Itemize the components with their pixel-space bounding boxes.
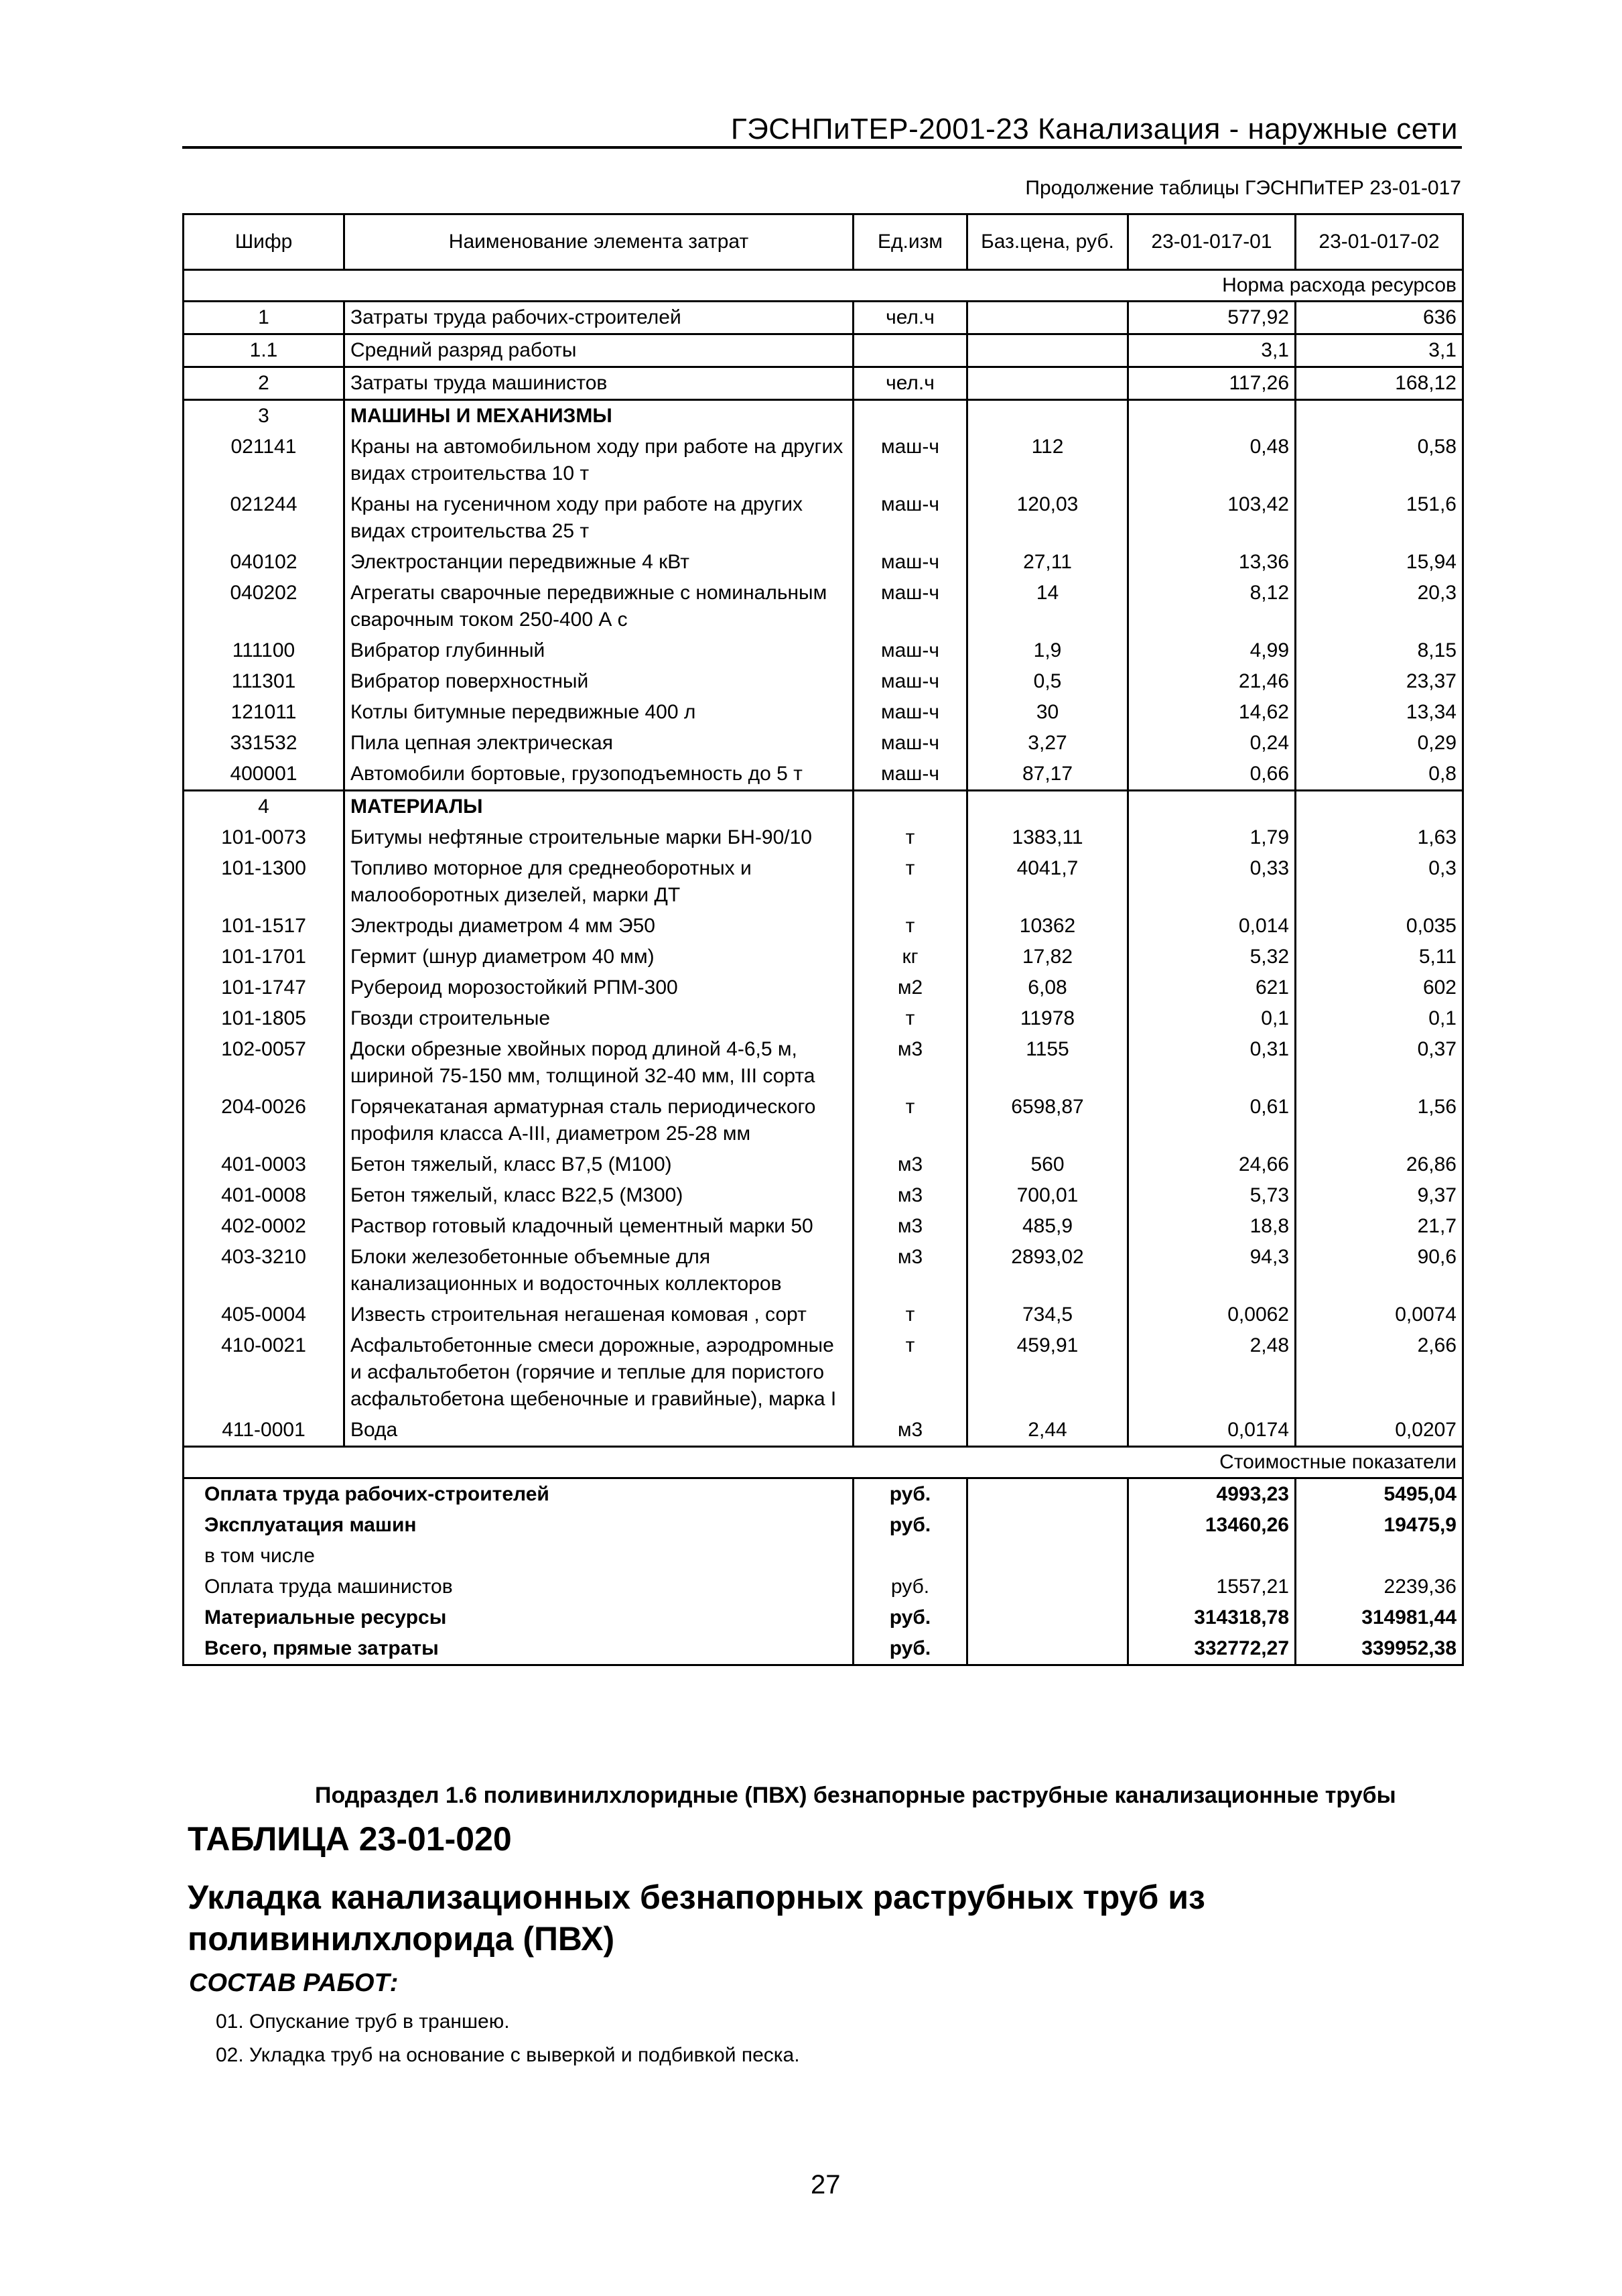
cell-name: Блоки железобетонные объемные для канализационных и водосточных коллекторов	[344, 1242, 854, 1299]
cell-name: Краны на гусеничном ходу при работе на других видах строительства 25 т	[344, 489, 854, 547]
machine-row	[184, 666, 1463, 697]
cell-price: 700,01	[967, 1180, 1128, 1211]
cell-code: 402-0002	[184, 1211, 344, 1242]
summary-v1	[1128, 1541, 1296, 1572]
cell-v1: 0,1	[1128, 1003, 1296, 1034]
summary-unit: руб.	[854, 1510, 967, 1541]
cell-v2: 0,8	[1296, 759, 1463, 791]
cell-name: Агрегаты сварочные передвижные с номинальным сварочным током 250-400 А с	[344, 578, 854, 635]
cell-name: Горячекатаная арматурная сталь периодического профиля класса А-III, диаметром 25-28 мм	[344, 1092, 854, 1149]
labor-row	[184, 367, 1463, 400]
summary-v2: 314981,44	[1296, 1602, 1463, 1633]
cell-v1: 8,12	[1128, 578, 1296, 635]
summary-v2: 5495,04	[1296, 1478, 1463, 1511]
table-description: Укладка канализационных безнапорных раструбных труб из поливинилхлорида (ПВХ)	[188, 1878, 1205, 1958]
cell-code: 1	[184, 302, 344, 334]
cell-v1: 1,79	[1128, 822, 1296, 853]
summary-name: Оплата труда машинистов	[184, 1572, 854, 1602]
works-item: 02. Укладка труб на основание с выверкой и подбивкой песка.	[216, 2044, 800, 2066]
cell-v1: 4,99	[1128, 635, 1296, 666]
cell-name: Краны на автомобильном ходу при работе на других видах строительства 10 т	[344, 432, 854, 489]
summary-unit	[854, 1541, 967, 1572]
cell-price: 560	[967, 1149, 1128, 1180]
cell-v2: 1,56	[1296, 1092, 1463, 1149]
cell-name: Средний разряд работы	[344, 334, 854, 367]
summary-name: в том числе	[184, 1541, 854, 1572]
cell-code: 121011	[184, 697, 344, 728]
cell-price	[967, 334, 1128, 367]
cell-name: Доски обрезные хвойных пород длиной 4-6,5 м, шириной 75-150 мм, толщиной 32-40 мм, III сорта	[344, 1034, 854, 1092]
col-header-v1: 23-01-017-01	[1128, 214, 1296, 270]
cell-v2: 0,37	[1296, 1034, 1463, 1092]
material-row	[184, 853, 1463, 911]
page-number: 27	[811, 2170, 841, 2199]
cell-unit: маш-ч	[854, 635, 967, 666]
table-body	[184, 270, 1463, 1665]
cell-v2: 21,7	[1296, 1211, 1463, 1242]
material-row	[184, 942, 1463, 972]
cell-code: 410-0021	[184, 1330, 344, 1415]
cell-price: 485,9	[967, 1211, 1128, 1242]
cell-unit: маш-ч	[854, 759, 967, 791]
cell-v2: 2,66	[1296, 1330, 1463, 1415]
machine-row	[184, 728, 1463, 759]
cell-unit: маш-ч	[854, 432, 967, 489]
material-row	[184, 1242, 1463, 1299]
cell-v1: 103,42	[1128, 489, 1296, 547]
material-row	[184, 1003, 1463, 1034]
cell-empty	[967, 791, 1128, 823]
cell-name: Вода	[344, 1415, 854, 1447]
cost-header: Стоимостные показатели	[184, 1447, 1463, 1478]
cell-empty	[1128, 791, 1296, 823]
summary-name: Всего, прямые затраты	[184, 1633, 854, 1665]
cell-empty	[967, 1541, 1128, 1572]
cell-unit: т	[854, 1092, 967, 1149]
material-row	[184, 1034, 1463, 1092]
cell-code: 101-1300	[184, 853, 344, 911]
cell-unit: чел.ч	[854, 302, 967, 334]
cell-empty	[1296, 400, 1463, 432]
cell-v1: 2,48	[1128, 1330, 1296, 1415]
cell-empty	[967, 1633, 1128, 1665]
cell-unit: маш-ч	[854, 728, 967, 759]
cell-code: 102-0057	[184, 1034, 344, 1092]
summary-row	[184, 1478, 1463, 1511]
cell-name: Топливо моторное для среднеоборотных и малооборотных дизелей, марки ДТ	[344, 853, 854, 911]
machine-row	[184, 759, 1463, 791]
cell-v1: 5,32	[1128, 942, 1296, 972]
col-header-v2: 23-01-017-02	[1296, 214, 1463, 270]
cell-unit: т	[854, 853, 967, 911]
material-row	[184, 911, 1463, 942]
cell-name: Бетон тяжелый, класс В7,5 (М100)	[344, 1149, 854, 1180]
cell-v2: 5,11	[1296, 942, 1463, 972]
cell-v2: 0,0074	[1296, 1299, 1463, 1330]
cell-unit: маш-ч	[854, 547, 967, 578]
material-row	[184, 1299, 1463, 1330]
cell-unit: м3	[854, 1242, 967, 1299]
cell-code: 401-0003	[184, 1149, 344, 1180]
cell-empty	[854, 791, 967, 823]
document-header-title: ГЭСНПиТЕР-2001-23 Канализация - наружные сети	[730, 113, 1458, 145]
cell-unit: м3	[854, 1415, 967, 1447]
cell-v2: 0,0207	[1296, 1415, 1463, 1447]
cell-code: 3	[184, 400, 344, 432]
cell-v2: 0,29	[1296, 728, 1463, 759]
section-row-machines	[184, 400, 1463, 432]
cell-code: 040202	[184, 578, 344, 635]
summary-unit: руб.	[854, 1602, 967, 1633]
cell-unit: т	[854, 1003, 967, 1034]
cell-price: 0,5	[967, 666, 1128, 697]
cell-name: Электроды диаметром 4 мм Э50	[344, 911, 854, 942]
cell-price	[967, 302, 1128, 334]
summary-v1: 13460,26	[1128, 1510, 1296, 1541]
cell-v1: 0,014	[1128, 911, 1296, 942]
cell-price: 1155	[967, 1034, 1128, 1092]
summary-unit: руб.	[854, 1633, 967, 1665]
cell-v2: 3,1	[1296, 334, 1463, 367]
cell-code: 403-3210	[184, 1242, 344, 1299]
material-row	[184, 822, 1463, 853]
cell-v2: 26,86	[1296, 1149, 1463, 1180]
material-row	[184, 1180, 1463, 1211]
material-row	[184, 972, 1463, 1003]
cell-unit: маш-ч	[854, 578, 967, 635]
cell-code: 101-1701	[184, 942, 344, 972]
cell-price: 87,17	[967, 759, 1128, 791]
cell-code: 331532	[184, 728, 344, 759]
labor-row	[184, 302, 1463, 334]
cell-v1: 0,33	[1128, 853, 1296, 911]
works-list	[216, 2005, 800, 2072]
machine-row	[184, 489, 1463, 547]
table-title: ТАБЛИЦА 23-01-020	[188, 1820, 512, 1858]
cell-unit: т	[854, 1330, 967, 1415]
cell-v1: 0,0062	[1128, 1299, 1296, 1330]
cell-code: 101-1805	[184, 1003, 344, 1034]
cell-name: Вибратор глубинный	[344, 635, 854, 666]
summary-v2	[1296, 1541, 1463, 1572]
cell-empty	[967, 1602, 1128, 1633]
cell-code: 4	[184, 791, 344, 823]
summary-v2: 19475,9	[1296, 1510, 1463, 1541]
cell-v1: 21,46	[1128, 666, 1296, 697]
summary-v1: 332772,27	[1128, 1633, 1296, 1665]
cell-v2: 23,37	[1296, 666, 1463, 697]
cell-unit: м3	[854, 1149, 967, 1180]
material-row	[184, 1415, 1463, 1447]
cell-price: 2893,02	[967, 1242, 1128, 1299]
cell-code: 101-0073	[184, 822, 344, 853]
cell-name: Раствор готовый кладочный цементный марки 50	[344, 1211, 854, 1242]
summary-row	[184, 1633, 1463, 1665]
cell-unit: м3	[854, 1180, 967, 1211]
cell-v2: 0,58	[1296, 432, 1463, 489]
cell-code: 411-0001	[184, 1415, 344, 1447]
material-row	[184, 1149, 1463, 1180]
summary-row	[184, 1541, 1463, 1572]
cell-name: Котлы битумные передвижные 400 л	[344, 697, 854, 728]
cell-v1: 24,66	[1128, 1149, 1296, 1180]
machine-row	[184, 547, 1463, 578]
summary-row	[184, 1572, 1463, 1602]
cell-v1: 0,24	[1128, 728, 1296, 759]
cell-unit: м3	[854, 1211, 967, 1242]
summary-v1: 4993,23	[1128, 1478, 1296, 1511]
cell-v1: 18,8	[1128, 1211, 1296, 1242]
machine-row	[184, 697, 1463, 728]
cell-empty	[967, 1572, 1128, 1602]
summary-v2: 2239,36	[1296, 1572, 1463, 1602]
cell-v2: 151,6	[1296, 489, 1463, 547]
cell-code: 401-0008	[184, 1180, 344, 1211]
cell-price: 14	[967, 578, 1128, 635]
cell-name: Рубероид морозостойкий РПМ-300	[344, 972, 854, 1003]
cell-v2: 20,3	[1296, 578, 1463, 635]
cell-v1: 0,61	[1128, 1092, 1296, 1149]
summary-row	[184, 1602, 1463, 1633]
cell-code: 204-0026	[184, 1092, 344, 1149]
cell-v2: 0,1	[1296, 1003, 1463, 1034]
machine-row	[184, 578, 1463, 635]
cell-v1: 0,0174	[1128, 1415, 1296, 1447]
cell-unit: т	[854, 822, 967, 853]
cell-v1: 117,26	[1128, 367, 1296, 400]
section-row-materials	[184, 791, 1463, 823]
cell-price: 1,9	[967, 635, 1128, 666]
cell-name: Асфальтобетонные смеси дорожные, аэродромные и асфальтобетон (горячие и теплые для пористого асфальтобетона щебеночные и гравийные), марка I	[344, 1330, 854, 1415]
cell-v1: 94,3	[1128, 1242, 1296, 1299]
cell-empty	[967, 400, 1128, 432]
cell-code: 2	[184, 367, 344, 400]
cell-unit: т	[854, 1299, 967, 1330]
cell-unit: т	[854, 911, 967, 942]
cell-name: Известь строительная негашеная комовая , сорт	[344, 1299, 854, 1330]
summary-v1: 314318,78	[1128, 1602, 1296, 1633]
summary-name: Оплата труда рабочих-строителей	[184, 1478, 854, 1511]
cell-empty	[854, 400, 967, 432]
cell-price: 30	[967, 697, 1128, 728]
cell-code: 405-0004	[184, 1299, 344, 1330]
subsection-title: Подраздел 1.6 поливинилхлоридные (ПВХ) безнапорные раструбные канализационные трубы	[315, 1783, 1396, 1808]
cell-code: 021141	[184, 432, 344, 489]
cell-price: 6,08	[967, 972, 1128, 1003]
cell-name: МАШИНЫ И МЕХАНИЗМЫ	[344, 400, 854, 432]
works-item: 01. Опускание труб в траншею.	[216, 2011, 510, 2033]
cell-v2: 9,37	[1296, 1180, 1463, 1211]
cell-name: Автомобили бортовые, грузоподъемность до 5 т	[344, 759, 854, 791]
cell-code: 111100	[184, 635, 344, 666]
cell-price	[967, 367, 1128, 400]
cell-unit	[854, 334, 967, 367]
summary-v1: 1557,21	[1128, 1572, 1296, 1602]
cell-name: Пила цепная электрическая	[344, 728, 854, 759]
table-header-row	[184, 214, 1463, 270]
cell-v2: 0,035	[1296, 911, 1463, 942]
col-header-name: Наименование элемента затрат	[344, 214, 854, 270]
header-divider	[182, 146, 1462, 149]
summary-unit: руб.	[854, 1572, 967, 1602]
cell-code: 040102	[184, 547, 344, 578]
cell-price: 2,44	[967, 1415, 1128, 1447]
cell-code: 1.1	[184, 334, 344, 367]
works-title: СОСТАВ РАБОТ:	[189, 1969, 399, 1997]
cell-price: 4041,7	[967, 853, 1128, 911]
cell-code: 101-1747	[184, 972, 344, 1003]
cell-unit: маш-ч	[854, 697, 967, 728]
cell-code: 400001	[184, 759, 344, 791]
labor-row	[184, 334, 1463, 367]
cell-empty	[1128, 400, 1296, 432]
material-row	[184, 1211, 1463, 1242]
cell-price: 17,82	[967, 942, 1128, 972]
cell-v1: 3,1	[1128, 334, 1296, 367]
cell-name: Бетон тяжелый, класс В22,5 (М300)	[344, 1180, 854, 1211]
col-header-price: Баз.цена, руб.	[967, 214, 1128, 270]
cost-header-row	[184, 1447, 1463, 1478]
cell-v1: 13,36	[1128, 547, 1296, 578]
cell-unit: маш-ч	[854, 666, 967, 697]
summary-row	[184, 1510, 1463, 1541]
cell-v1: 0,66	[1128, 759, 1296, 791]
summary-name: Материальные ресурсы	[184, 1602, 854, 1633]
cell-v1: 14,62	[1128, 697, 1296, 728]
cell-unit: кг	[854, 942, 967, 972]
table-continuation-note: Продолжение таблицы ГЭСНПиТЕР 23-01-017	[1025, 177, 1461, 199]
cell-v1: 577,92	[1128, 302, 1296, 334]
cell-price: 6598,87	[967, 1092, 1128, 1149]
cell-unit: чел.ч	[854, 367, 967, 400]
cell-price: 3,27	[967, 728, 1128, 759]
cell-name: Битумы нефтяные строительные марки БН-90/10	[344, 822, 854, 853]
machine-row	[184, 635, 1463, 666]
cell-v2: 602	[1296, 972, 1463, 1003]
cell-name: Вибратор поверхностный	[344, 666, 854, 697]
cell-v2: 8,15	[1296, 635, 1463, 666]
cell-name: Электростанции передвижные 4 кВт	[344, 547, 854, 578]
material-row	[184, 1330, 1463, 1415]
cell-price: 120,03	[967, 489, 1128, 547]
cell-price: 11978	[967, 1003, 1128, 1034]
cell-name: МАТЕРИАЛЫ	[344, 791, 854, 823]
cell-v2: 168,12	[1296, 367, 1463, 400]
cell-v1: 5,73	[1128, 1180, 1296, 1211]
cell-name: Гвозди строительные	[344, 1003, 854, 1034]
summary-name: Эксплуатация машин	[184, 1510, 854, 1541]
cell-price: 734,5	[967, 1299, 1128, 1330]
cell-price: 112	[967, 432, 1128, 489]
cell-price: 27,11	[967, 547, 1128, 578]
cell-price: 459,91	[967, 1330, 1128, 1415]
norm-header-row	[184, 270, 1463, 302]
material-row	[184, 1092, 1463, 1149]
cell-name: Затраты труда рабочих-строителей	[344, 302, 854, 334]
machine-row	[184, 432, 1463, 489]
cell-v2: 15,94	[1296, 547, 1463, 578]
cell-name: Гермит (шнур диаметром 40 мм)	[344, 942, 854, 972]
cell-name: Затраты труда машинистов	[344, 367, 854, 400]
cell-unit: маш-ч	[854, 489, 967, 547]
cell-v2: 13,34	[1296, 697, 1463, 728]
resource-table	[182, 213, 1464, 1666]
col-header-unit: Ед.изм	[854, 214, 967, 270]
cell-v1: 0,48	[1128, 432, 1296, 489]
cell-v2: 636	[1296, 302, 1463, 334]
cell-unit: м3	[854, 1034, 967, 1092]
cell-code: 111301	[184, 666, 344, 697]
cell-v2: 1,63	[1296, 822, 1463, 853]
cell-code: 021244	[184, 489, 344, 547]
cell-unit: м2	[854, 972, 967, 1003]
cell-empty	[1296, 791, 1463, 823]
summary-unit: руб.	[854, 1478, 967, 1511]
cell-code: 101-1517	[184, 911, 344, 942]
cell-empty	[967, 1478, 1128, 1511]
cell-price: 10362	[967, 911, 1128, 942]
cell-v1: 621	[1128, 972, 1296, 1003]
col-header-code: Шифр	[184, 214, 344, 270]
cell-price: 1383,11	[967, 822, 1128, 853]
cell-v2: 0,3	[1296, 853, 1463, 911]
norm-header: Норма расхода ресурсов	[184, 270, 1463, 302]
cell-v1: 0,31	[1128, 1034, 1296, 1092]
cell-v2: 90,6	[1296, 1242, 1463, 1299]
cell-empty	[967, 1510, 1128, 1541]
summary-v2: 339952,38	[1296, 1633, 1463, 1665]
